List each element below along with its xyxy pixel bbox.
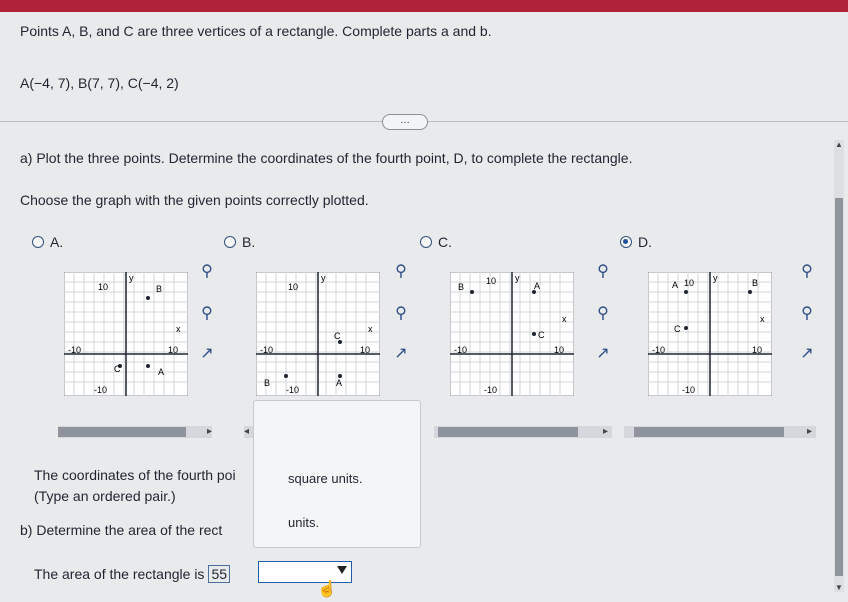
radio-option-c[interactable] xyxy=(420,236,432,248)
graph-c-hscroll-thumb[interactable] xyxy=(438,427,578,437)
units-select[interactable] xyxy=(258,561,352,583)
zoom-in-icon-d[interactable]: ⚲ xyxy=(801,263,813,280)
graph-c-point-c xyxy=(532,332,536,336)
zoom-out-icon-a[interactable]: ⚲ xyxy=(201,305,213,322)
scroll-down-icon[interactable]: ▼ xyxy=(835,583,843,592)
page-vscroll-thumb[interactable] xyxy=(835,198,843,576)
zoom-out-icon-c[interactable]: ⚲ xyxy=(597,305,609,322)
graph-a-x-label: x xyxy=(176,324,181,334)
zoom-out-icon-b[interactable]: ⚲ xyxy=(395,305,407,322)
graph-a-y-label: y xyxy=(129,273,134,283)
graph-d-point-a-label: A xyxy=(672,280,679,290)
graph-d-point-a xyxy=(684,290,688,294)
graph-b-y-label: y xyxy=(321,273,326,283)
area-value-box[interactable]: 55 xyxy=(208,565,230,583)
graph-d-left-ten: -10 xyxy=(652,345,666,355)
top-bar xyxy=(0,0,848,12)
graph-c-point-c-label: C xyxy=(538,330,545,340)
graph-b-right-ten: 10 xyxy=(360,345,371,355)
radio-option-d[interactable] xyxy=(620,236,632,248)
graph-a-point-a-label: A xyxy=(158,367,165,377)
graph-c-y-label: y xyxy=(515,273,520,283)
expand-icon-d[interactable]: ↗ xyxy=(800,345,814,362)
graph-d-point-c-label: C xyxy=(674,324,681,334)
graph-a-point-b xyxy=(146,296,150,300)
graph-c-right-ten: 10 xyxy=(554,345,565,355)
radio-option-b[interactable] xyxy=(224,236,236,248)
option-c[interactable] xyxy=(420,234,452,250)
scroll-up-icon[interactable]: ▲ xyxy=(835,140,843,149)
graph-c-x-label: x xyxy=(562,314,567,324)
graph-b-top-ten: 10 xyxy=(288,282,299,292)
more-button[interactable]: … xyxy=(382,114,428,130)
expand-icon-b[interactable]: ↗ xyxy=(394,345,408,362)
graph-option-c[interactable] xyxy=(450,272,574,396)
graph-c-top-ten: 10 xyxy=(486,276,497,286)
zoom-out-icon-d[interactable]: ⚲ xyxy=(801,305,813,322)
part-a-prompt: a) Plot the three points. Determine the coordinates of the fourth point, D, to complete the rectangle. xyxy=(20,150,633,166)
graph-b-bottom-ten: -10 xyxy=(286,385,300,395)
graph-a-point-b-label: B xyxy=(156,284,163,294)
graph-b-point-c-label: C xyxy=(334,331,341,341)
option-d-label: D. xyxy=(638,234,652,250)
graph-a-right-ten: 10 xyxy=(168,345,179,355)
graph-c-point-a-label: A xyxy=(534,281,541,291)
units-dropdown-panel xyxy=(253,400,421,548)
graph-d-right-ten: 10 xyxy=(752,345,763,355)
graph-a-hscroll[interactable] xyxy=(58,426,212,438)
zoom-in-icon-a[interactable]: ⚲ xyxy=(201,263,213,280)
fourth-point-hint: (Type an ordered pair.) xyxy=(34,488,176,504)
graph-a-point-c-label: C xyxy=(114,364,121,374)
graph-a-bottom-ten: -10 xyxy=(94,385,108,395)
radio-option-a[interactable] xyxy=(32,236,44,248)
option-b-label: B. xyxy=(242,234,256,250)
expand-icon-a[interactable]: ↗ xyxy=(200,345,214,362)
graph-c-point-b-label: B xyxy=(458,282,465,292)
graph-c-left-ten: -10 xyxy=(454,345,468,355)
option-c-label: C. xyxy=(438,234,452,250)
expand-icon-c[interactable]: ↗ xyxy=(596,345,610,362)
units-option-units[interactable]: units. xyxy=(288,515,320,530)
option-a-label: A. xyxy=(50,234,64,250)
graph-b-point-b-label: B xyxy=(264,378,271,388)
zoom-in-icon-b[interactable]: ⚲ xyxy=(395,263,407,280)
zoom-in-icon-c[interactable]: ⚲ xyxy=(597,263,609,280)
area-label xyxy=(34,565,230,583)
option-d[interactable] xyxy=(620,234,652,250)
option-a[interactable] xyxy=(32,234,63,250)
option-b[interactable] xyxy=(224,234,255,250)
hand-cursor-icon: ☝ xyxy=(317,581,337,598)
graph-b-scroll-left-icon[interactable]: ◂ xyxy=(244,426,250,437)
fourth-point-text: The coordinates of the fourth poi xyxy=(34,467,236,483)
units-option-square-units[interactable]: square units. xyxy=(288,471,363,486)
graph-d-hscroll[interactable] xyxy=(624,426,816,438)
graph-d-hscroll-thumb[interactable] xyxy=(634,427,784,437)
graph-d-point-b-label: B xyxy=(752,278,759,288)
graph-b-point-b xyxy=(284,374,288,378)
graph-d-top-ten: 10 xyxy=(684,278,695,288)
graph-a-top-ten: 10 xyxy=(98,282,109,292)
question-intro: Points A, B, and C are three vertices of a rectangle. Complete parts a and b. xyxy=(20,23,492,39)
graph-option-a[interactable] xyxy=(64,272,188,396)
graph-a-point-a xyxy=(146,364,150,368)
graph-c-point-b xyxy=(470,290,474,294)
graph-d-x-label: x xyxy=(760,314,765,324)
graph-b-x-label: x xyxy=(368,324,373,334)
graph-c-hscroll[interactable] xyxy=(434,426,612,438)
graph-option-b[interactable] xyxy=(256,272,380,396)
area-label-text: The area of the rectangle is xyxy=(34,566,205,582)
graph-d-point-c xyxy=(684,326,688,330)
part-a-instruction: Choose the graph with the given points correctly plotted. xyxy=(20,192,369,208)
graph-b-point-a-label: A xyxy=(336,378,343,388)
graph-b-left-ten: -10 xyxy=(260,345,274,355)
chevron-down-icon[interactable] xyxy=(337,566,347,574)
graph-a-left-ten: -10 xyxy=(68,345,82,355)
graph-d-scroll-right-icon[interactable]: ▸ xyxy=(806,426,812,437)
part-b-prompt: b) Determine the area of the rect xyxy=(20,522,223,538)
graph-c-bottom-ten: -10 xyxy=(484,385,498,395)
graph-a-hscroll-thumb[interactable] xyxy=(58,427,186,437)
graph-a-scroll-right-icon[interactable]: ▸ xyxy=(206,426,212,437)
question-points: A(−4, 7), B(7, 7), C(−4, 2) xyxy=(20,75,179,91)
graph-option-d[interactable] xyxy=(648,272,772,396)
graph-d-point-b xyxy=(748,290,752,294)
graph-d-y-label: y xyxy=(713,273,718,283)
graph-d-bottom-ten: -10 xyxy=(682,385,696,395)
graph-c-scroll-right-icon[interactable]: ▸ xyxy=(602,426,608,437)
page-vscroll[interactable] xyxy=(834,140,844,592)
